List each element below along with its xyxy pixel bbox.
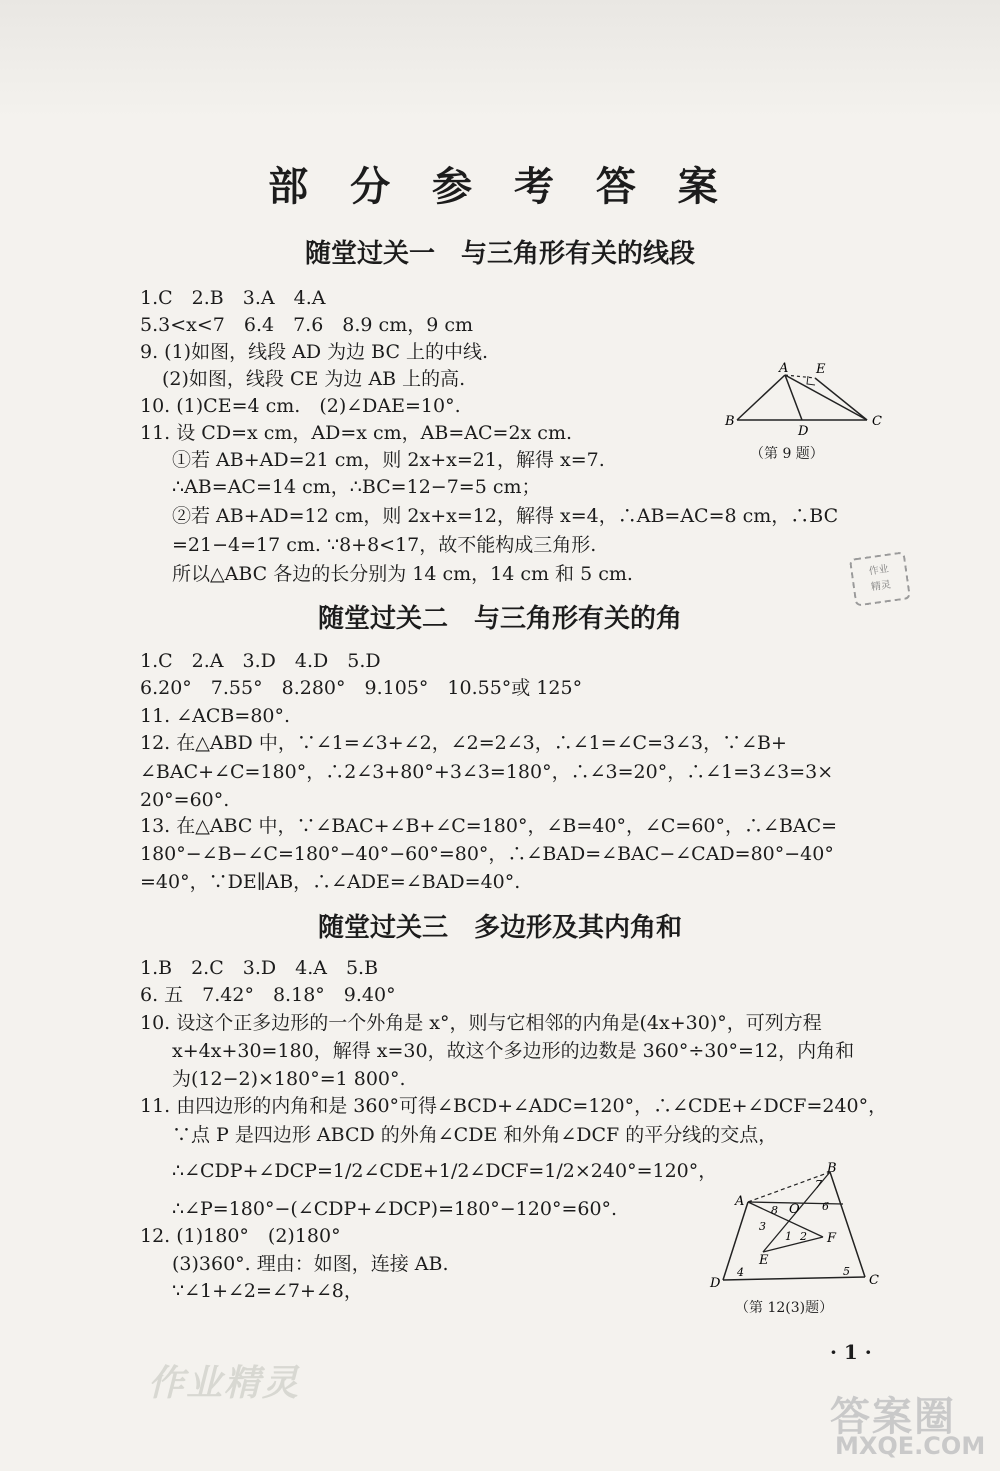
point-label-c: C xyxy=(872,414,882,429)
watermark-url: MXQE.COM xyxy=(835,1432,986,1460)
answer-line: 13. 在△ABC 中，∵∠BAC+∠B+∠C=180°，∠B=40°，∠C=60°，∴∠BAC= xyxy=(140,815,838,837)
answer-line: 11. 设 CD=x cm，AD=x cm，AB=AC=2x cm. xyxy=(140,422,573,444)
point-label-o: O xyxy=(789,1202,800,1217)
section-heading-1: 随堂过关一 与三角形有关的线段 xyxy=(304,239,695,269)
answer-line: 11. ∠ACB=80°. xyxy=(140,705,291,727)
answer-line: 1.C 2.B 3.A 4.A xyxy=(140,287,326,309)
point-label-d: D xyxy=(710,1276,721,1291)
angle-label: 8 xyxy=(771,1204,778,1217)
answer-line: (3)360°. 理由：如图，连接 AB. xyxy=(172,1253,449,1275)
answer-line: 5.3<x<7 6.4 7.6 8.9 cm，9 cm xyxy=(140,314,473,336)
answer-line: 9. (1)如图，线段 AD 为边 BC 上的中线. xyxy=(140,341,489,363)
point-label-e: E xyxy=(816,362,826,377)
point-label-c: C xyxy=(869,1273,879,1288)
point-label-d: D xyxy=(798,424,809,439)
section-heading-3: 随堂过关三 多边形及其内角和 xyxy=(317,913,682,943)
answer-line: 20°=60°. xyxy=(140,789,230,811)
answer-line: 11. 由四边形的内角和是 360°可得∠BCD+∠ADC=120°，∴∠CDE+∠DCF=240°， xyxy=(140,1095,888,1117)
angle-label: 7 xyxy=(815,1178,822,1191)
answer-line: 180°−∠B−∠C=180°−40°−60°=80°，∴∠BAD=∠BAC−∠CAD=80°−40° xyxy=(140,843,834,865)
answer-line: (2)如图，线段 CE 为边 AB 上的高. xyxy=(162,368,466,390)
answer-line: x+4x+30=180，解得 x=30，故这个多边形的边数是 360°÷30°=12，内角和 xyxy=(172,1040,855,1062)
answer-line: ②若 AB+AD=12 cm，则 2x+x=12，解得 x=4，∴AB=AC=8 cm，∴BC xyxy=(172,505,839,527)
watermark-right: 答案圈 xyxy=(830,1393,956,1440)
figure-9-caption: （第 9 题） xyxy=(750,446,824,462)
answer-line: 为(12−2)×180°=1 800°. xyxy=(172,1068,406,1090)
answer-line: ①若 AB+AD=21 cm，则 2x+x=21，解得 x=7. xyxy=(172,449,605,471)
answer-line: 6. 五 7.42° 8.18° 9.40° xyxy=(140,984,396,1006)
answer-line: 10. (1)CE=4 cm. (2)∠DAE=10°. xyxy=(140,395,461,417)
page-title: 部 分 参 考 答 案 xyxy=(268,164,732,210)
answer-line: 1.B 2.C 3.D 4.A 5.B xyxy=(140,957,379,979)
answer-line: 所以△ABC 各边的长分别为 14 cm，14 cm 和 5 cm. xyxy=(172,563,633,585)
answer-line: =21−4=17 cm. ∵8+8<17，故不能构成三角形. xyxy=(172,534,597,556)
figure-12-caption: （第 12(3)题） xyxy=(735,1300,834,1316)
watermark-stamp: 作业 精灵 xyxy=(849,551,911,606)
answer-line: ∴∠P=180°−(∠CDP+∠DCP)=180°−120°=60°. xyxy=(172,1198,618,1220)
angle-label: 3 xyxy=(759,1220,766,1233)
answer-line: ∴∠CDP+∠DCP=1/2∠CDE+1/2∠DCF=1/2×240°=120°， xyxy=(172,1160,718,1182)
point-label-a: A xyxy=(735,1194,745,1209)
answer-line: ∠BAC+∠C=180°，∴2∠3+80°+3∠3=180°，∴∠3=20°，∴∠1=3∠3=3× xyxy=(140,761,834,783)
section-heading-2: 随堂过关二 与三角形有关的角 xyxy=(317,604,682,634)
answer-line: ∴AB=AC=14 cm，∴BC=12−7=5 cm； xyxy=(172,476,541,498)
angle-label: 6 xyxy=(822,1200,829,1213)
scan-top-band xyxy=(0,0,1000,120)
answer-line: =40°，∵DE∥AB，∴∠ADE=∠BAD=40°. xyxy=(140,871,521,893)
page-number: · 1 · xyxy=(830,1340,872,1364)
answer-line: 6.20° 7.55° 8.280° 9.105° 10.55°或 125° xyxy=(140,677,583,699)
answer-line: 12. (1)180° (2)180° xyxy=(140,1225,341,1247)
answer-line: ∵∠1+∠2=∠7+∠8， xyxy=(172,1280,363,1302)
answer-line: ∵点 P 是四边形 ABCD 的外角∠CDE 和外角∠DCF 的平分线的交点， xyxy=(172,1124,778,1146)
angle-label: 1 xyxy=(785,1230,792,1243)
angle-label: 2 xyxy=(800,1230,807,1243)
angle-label: 5 xyxy=(843,1265,850,1278)
point-label-e: E xyxy=(759,1253,769,1268)
point-label-f: F xyxy=(827,1231,837,1246)
answer-line: 10. 设这个正多边形的一个外角是 x°，则与它相邻的内角是(4x+30)°，可列方程 xyxy=(140,1012,822,1034)
answer-line: 12. 在△ABD 中，∵∠1=∠3+∠2，∠2=2∠3，∴∠1=∠C=3∠3，∵∠B+ xyxy=(140,732,787,754)
point-label-b: B xyxy=(827,1162,837,1176)
figure-12-3-quadrilateral xyxy=(705,1162,885,1292)
angle-label: 4 xyxy=(737,1266,744,1279)
answer-line: 1.C 2.A 3.D 4.D 5.D xyxy=(140,650,381,672)
point-label-b: B xyxy=(725,414,735,429)
point-label-a: A xyxy=(779,361,789,376)
watermark-left: 作业精灵 xyxy=(148,1362,301,1404)
